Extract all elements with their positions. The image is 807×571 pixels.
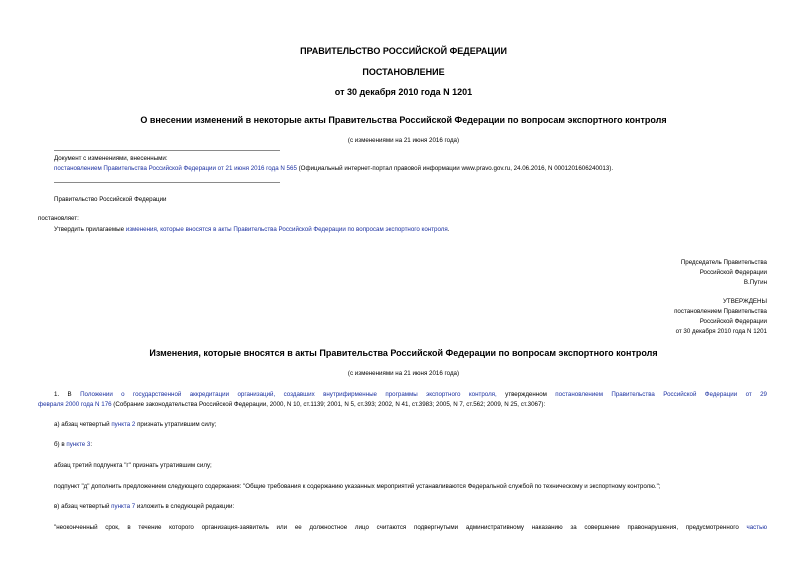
amendment-note: (с изменениями на 21 июня 2016 года) — [347, 137, 460, 144]
approve-prefix: Утвердить прилагаемые — [54, 226, 126, 233]
point-2-link[interactable]: пункта 2 — [111, 421, 136, 428]
subitem-a-suffix: признать утратившим силу; — [135, 421, 217, 428]
approved-date: от 30 декабря 2010 года N 1201 — [675, 328, 767, 335]
accreditation-regulation-link[interactable]: Положении о государственной аккредитации организаций, создавших внутрифирменные программы экспортного контроля, — [80, 391, 497, 398]
item-1-line-2 — [38, 401, 545, 408]
changes-line — [54, 165, 613, 172]
section-amendment-note: (с изменениями на 21 июня 2016 года) — [347, 370, 460, 377]
changes-source: (Официальный интернет-портал правовой информации www.pravo.gov.ru, 24.06.2016, N 0001201606240013). — [296, 165, 614, 172]
subitem-b-para-2: подпункт "д" дополнить предложением следующего содержания: "Общие требования к содержанию указанных мероприятий устанавливаются Федеральной службой по техническому и экспортному контролю."; — [54, 483, 661, 490]
section-title: Изменения, которые вносятся в акты Правительства Российской Федерации по вопросам экспортного контроля — [149, 348, 658, 358]
approved-org: Российской Федерации — [699, 318, 767, 325]
item-1-number: 1. В — [54, 391, 81, 398]
decrees-word: постановляет: — [38, 215, 79, 222]
changes-bottom-rule — [54, 182, 280, 183]
subitem-c — [54, 503, 234, 510]
signature-org: Российской Федерации — [699, 269, 767, 276]
part-link[interactable]: частью — [746, 524, 767, 531]
point-3-link[interactable]: пункте 3 — [66, 441, 91, 448]
item-1-sources: (Собрание законодательства Российской Федерации, 2000, N 10, ст.1139; 2001, N 5, ст.393; 2002, N 41, ст.3983; 2005, N 7, ст.562; 2009, N 25, ст.3067): — [111, 401, 546, 408]
decree-176-link-part1[interactable]: постановлением Правительства Российской Федерации от 29 — [555, 391, 767, 398]
subitem-c-prefix: в) абзац четвертый — [54, 503, 112, 510]
decree-176-link-part2[interactable]: февраля 2000 года N 176 — [38, 401, 112, 408]
subitem-c-suffix: изложить в следующей редакции: — [135, 503, 235, 510]
item-1-approved: утвержденном — [496, 391, 556, 398]
signature-name: В.Путин — [743, 279, 767, 286]
document-title: О внесении изменений в некоторые акты Правительства Российской Федерации по вопросам экспортного контроля — [140, 115, 667, 125]
item-1-line-1 — [54, 391, 767, 398]
subitem-b — [54, 441, 92, 448]
approved-by: постановлением Правительства — [674, 308, 767, 315]
government-subject: Правительство Российской Федерации — [54, 196, 167, 203]
amending-decree-link[interactable]: постановлением Правительства Российской Федерации от 21 июня 2016 года N 565 — [54, 165, 297, 172]
subitem-b-prefix: б) в — [54, 441, 67, 448]
changes-link[interactable]: изменения, которые вносятся в акты Правительства Российской Федерации по вопросам экспортного контроля — [125, 226, 448, 233]
point-7-link[interactable]: пункта 7 — [111, 503, 136, 510]
changes-label: Документ с изменениями, внесенными: — [54, 155, 168, 162]
changes-top-rule — [54, 150, 280, 151]
subitem-a-prefix: а) абзац четвертый — [54, 421, 112, 428]
subitem-b-para-1: абзац третий подпункта "г" признать утратившим силу; — [54, 462, 212, 469]
approved-word: УТВЕРЖДЕНЫ — [723, 298, 767, 305]
signature-position: Председатель Правительства — [680, 259, 767, 266]
quote-line — [54, 524, 767, 531]
document-date-number: от 30 декабря 2010 года N 1201 — [334, 87, 473, 97]
document-type: ПОСТАНОВЛЕНИЕ — [362, 67, 445, 77]
approve-line — [54, 226, 449, 233]
approve-suffix: . — [447, 226, 450, 233]
government-heading: ПРАВИТЕЛЬСТВО РОССИЙСКОЙ ФЕДЕРАЦИИ — [300, 46, 507, 56]
subitem-b-suffix: : — [90, 441, 93, 448]
subitem-a — [54, 421, 216, 428]
quote-text: "неоконченный срок, в течение которого организация-заявитель или ее должностное лицо считаются подвергнутыми административному наказанию за совершение правонарушения, предусмотренного — [54, 524, 739, 531]
